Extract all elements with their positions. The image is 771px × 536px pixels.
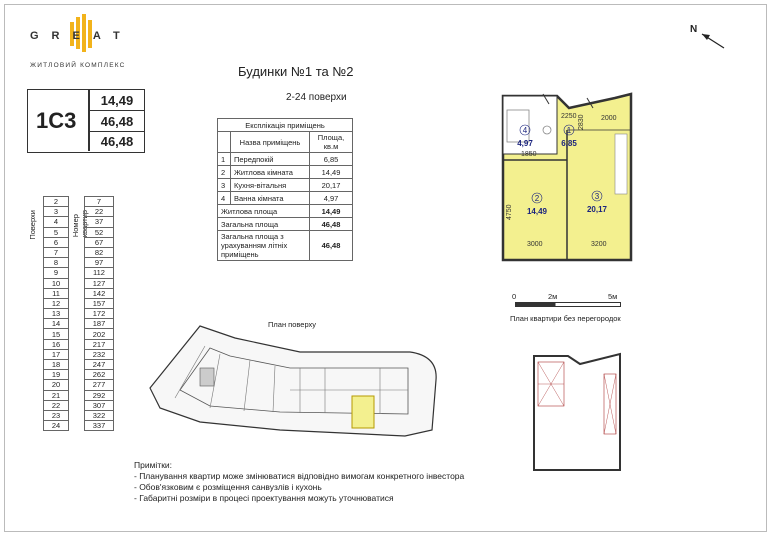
apartment-row <box>85 400 114 410</box>
apartment-number: 52 <box>85 227 114 237</box>
floor-number: 5 <box>44 227 69 237</box>
apartment-row <box>85 288 114 298</box>
apartment-number: 322 <box>85 410 114 420</box>
apartment-number: 202 <box>85 329 114 339</box>
floor-row <box>44 197 69 207</box>
apartment-number: 127 <box>85 278 114 288</box>
floor-row <box>44 410 69 420</box>
plan-without-partitions <box>528 350 628 474</box>
floor-row <box>44 298 69 308</box>
floor-number: 8 <box>44 258 69 268</box>
apartment-number: 157 <box>85 298 114 308</box>
apartment-number: 292 <box>85 390 114 400</box>
scale-tick: 0 <box>512 292 517 301</box>
floor-row <box>44 258 69 268</box>
table-row: 3 Кухня-вітальня 20,17 <box>218 179 353 192</box>
note-item: - Обов'язковим є розміщення санвузлів і кухонь <box>134 482 322 492</box>
apartment-number: 142 <box>85 288 114 298</box>
floor-plan-title: План поверху <box>268 320 317 329</box>
floor-row <box>44 339 69 349</box>
floor-number: 21 <box>44 390 69 400</box>
dim-label: 2000 <box>601 115 617 122</box>
floor-row <box>44 217 69 227</box>
floor-row <box>44 390 69 400</box>
floor-number: 18 <box>44 360 69 370</box>
apartment-row <box>85 329 114 339</box>
dim-label: 4750 <box>506 204 513 220</box>
scale-tick: 5м <box>608 292 618 301</box>
table-row: 2 Житлова кімната 14,49 <box>218 166 353 179</box>
room-number: 2 <box>534 194 540 203</box>
scale-tick: 2м <box>548 292 558 301</box>
floor-row <box>44 278 69 288</box>
note-item: - Планування квартир може змінюватися відповідно вимогам конкретного інвестора <box>134 471 465 481</box>
logo-subtitle: ЖИТЛОВИЙ КОМПЛЕКС <box>30 62 126 69</box>
apartment-row <box>85 227 114 237</box>
floor-number: 7 <box>44 247 69 257</box>
floor-number: 4 <box>44 217 69 227</box>
floor-row <box>44 288 69 298</box>
area-total-summer: 46,48 <box>100 134 134 149</box>
floor-number: 16 <box>44 339 69 349</box>
apartment-number: 217 <box>85 339 114 349</box>
notes <box>134 460 554 504</box>
dim-label: 3200 <box>591 241 607 248</box>
floor-number: 13 <box>44 309 69 319</box>
area-living: 14,49 <box>100 93 134 108</box>
dim-label: 2830 <box>578 114 585 130</box>
apartment-row <box>85 237 114 247</box>
apartment-row <box>85 349 114 359</box>
apartment-row <box>85 390 114 400</box>
floor-row <box>44 237 69 247</box>
apartment-row <box>85 339 114 349</box>
dim-label: 1850 <box>521 151 537 158</box>
table-row: 1 Передпокій 6,85 <box>218 153 353 166</box>
apartment-number: 337 <box>85 421 114 431</box>
col-name-header: Назва приміщень <box>231 132 310 153</box>
apartment-row <box>85 309 114 319</box>
apartment-number: 247 <box>85 360 114 370</box>
floor-row <box>44 421 69 431</box>
apartment-row <box>85 207 114 217</box>
floor-number: 24 <box>44 421 69 431</box>
apartment-code: 1C3 <box>36 108 77 133</box>
floors-label: Поверхи <box>28 210 37 240</box>
apartment-number: 7 <box>85 197 114 207</box>
apartment-code-box <box>27 89 145 153</box>
floor-plan-drawing <box>140 318 440 438</box>
dim-label: 2250 <box>561 113 577 120</box>
apartment-row <box>85 410 114 420</box>
floor-row <box>44 227 69 237</box>
floors-subtitle: 2-24 поверхи <box>286 92 347 103</box>
floor-number: 2 <box>44 197 69 207</box>
floor-number: 12 <box>44 298 69 308</box>
logo <box>30 14 150 76</box>
room-area: 14,49 <box>526 207 548 216</box>
floor-row <box>44 319 69 329</box>
apartment-row <box>85 247 114 257</box>
scale-caption: План квартири без перегородок <box>510 314 621 323</box>
floor-row <box>44 400 69 410</box>
apartment-row <box>85 421 114 431</box>
floor-row <box>44 309 69 319</box>
apartment-number: 37 <box>85 217 114 227</box>
floor-row <box>44 360 69 370</box>
apartment-row <box>85 268 114 278</box>
floor-number: 17 <box>44 349 69 359</box>
table-row: 4 Ванна кімната 4,97 <box>218 192 353 205</box>
explication-title: Експлікація приміщень <box>218 119 353 132</box>
apartment-number: 277 <box>85 380 114 390</box>
floor-number: 11 <box>44 288 69 298</box>
room-area: 6,85 <box>561 139 577 148</box>
total-row: Загальна площа з урахуванням літніх приміщень 46,48 <box>218 231 353 261</box>
floor-number: 6 <box>44 237 69 247</box>
apartment-number: 97 <box>85 258 114 268</box>
apartment-number: 307 <box>85 400 114 410</box>
floor-row <box>44 370 69 380</box>
apartment-row <box>85 319 114 329</box>
apartment-number: 172 <box>85 309 114 319</box>
explication-table <box>217 118 353 261</box>
apartment-row <box>85 278 114 288</box>
floor-number: 14 <box>44 319 69 329</box>
room-area: 4,97 <box>517 139 533 148</box>
arrow-icon <box>698 30 728 52</box>
dim-label: 3000 <box>527 241 543 248</box>
floor-row <box>44 380 69 390</box>
apartment-row <box>85 360 114 370</box>
floor-row <box>44 349 69 359</box>
scale-bar <box>512 292 632 308</box>
floor-number: 23 <box>44 410 69 420</box>
notes-title: Примітки: <box>134 460 173 470</box>
room-number: 3 <box>594 192 600 201</box>
room-area: 20,17 <box>586 205 608 214</box>
floor-row <box>44 268 69 278</box>
floor-number: 15 <box>44 329 69 339</box>
floor-row <box>44 207 69 217</box>
apartment-row <box>85 217 114 227</box>
page-frame <box>4 4 767 532</box>
total-row: Житлова площа 14,49 <box>218 205 353 218</box>
apartment-row <box>85 380 114 390</box>
apartment-number: 262 <box>85 370 114 380</box>
room-number: 4 <box>522 126 528 135</box>
floor-number: 19 <box>44 370 69 380</box>
apartment-row <box>85 258 114 268</box>
area-total: 46,48 <box>100 114 134 129</box>
apartment-row <box>85 298 114 308</box>
floor-number: 22 <box>44 400 69 410</box>
floor-row <box>44 329 69 339</box>
apts-label: Номер квартир <box>71 210 89 238</box>
apartment-number: 112 <box>85 268 114 278</box>
north-arrow <box>690 24 730 54</box>
apartment-number: 22 <box>85 207 114 217</box>
apartment-row <box>85 370 114 380</box>
col-area-header: Площа, кв.м <box>310 132 353 153</box>
floor-number: 10 <box>44 278 69 288</box>
building-title: Будинки №1 та №2 <box>238 64 354 79</box>
floor-row <box>44 247 69 257</box>
north-label: N <box>690 24 698 35</box>
logo-brand: GREAT <box>30 30 133 42</box>
apartment-row <box>85 197 114 207</box>
apartment-number: 187 <box>85 319 114 329</box>
room-number: 1 <box>566 126 572 135</box>
apartment-number: 232 <box>85 349 114 359</box>
note-item: - Габаритні розміри в процесі проектування можуть уточнюватися <box>134 493 394 503</box>
apartment-number: 82 <box>85 247 114 257</box>
floor-number: 20 <box>44 380 69 390</box>
apartment-number: 67 <box>85 237 114 247</box>
total-row: Загальна площа 46,48 <box>218 218 353 231</box>
floor-number: 3 <box>44 207 69 217</box>
floor-number: 9 <box>44 268 69 278</box>
apartment-plan <box>497 90 637 264</box>
